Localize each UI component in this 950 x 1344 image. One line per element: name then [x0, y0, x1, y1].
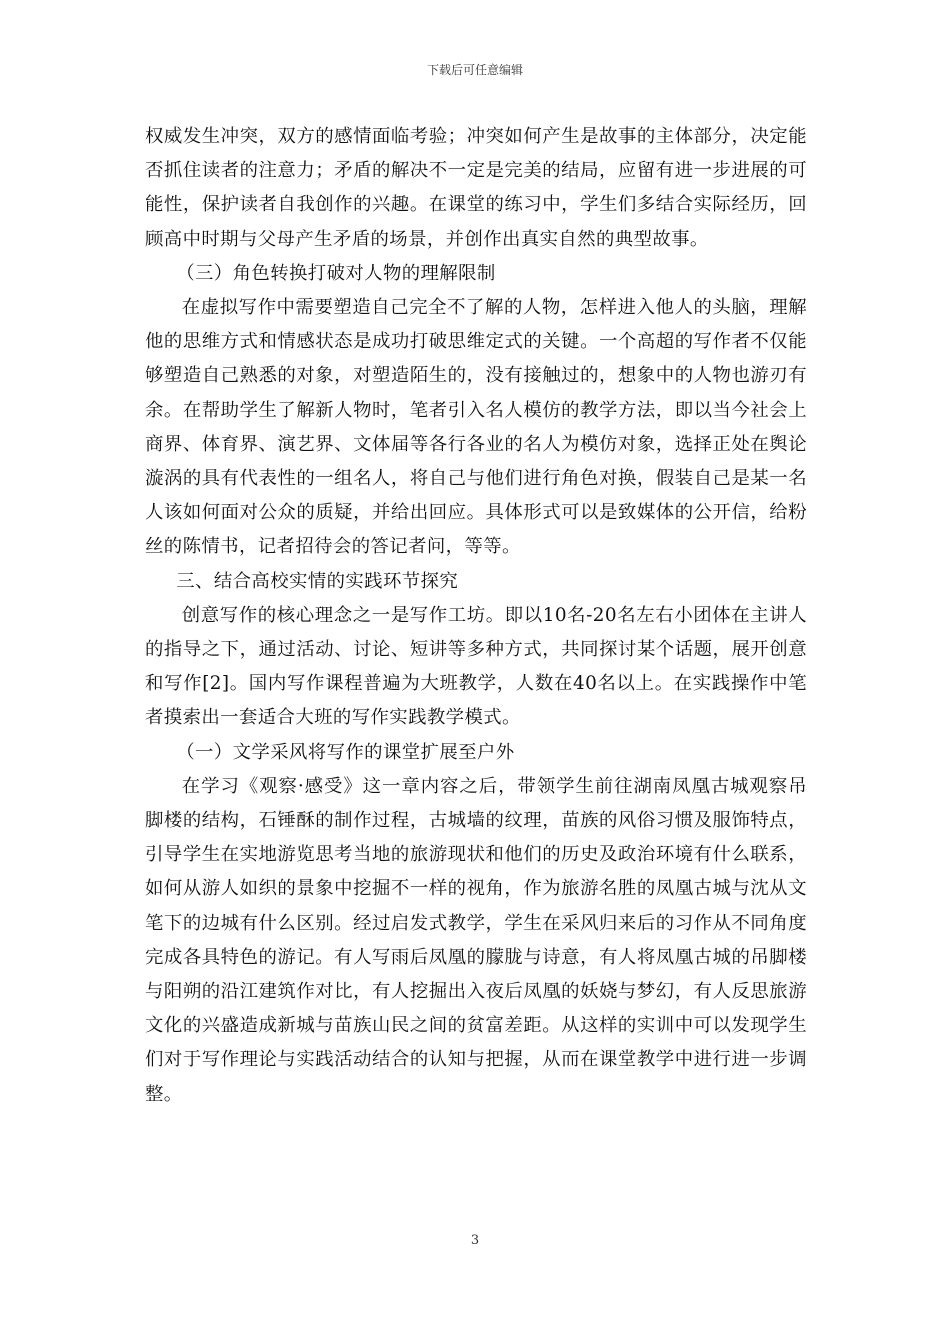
section-heading-role-switch: （三）角色转换打破对人物的理解限制 — [176, 262, 496, 284]
page-number: 3 — [470, 1233, 480, 1248]
paragraph-continuation: 权威发生冲突，双方的感情面临考验；冲突如何产生是故事的主体部分，决定能否抓住读者的注意力；矛盾的解决不一定是完美的结局，应留有进一步进展的可能性，保护读者自我创作的兴趣。在课堂的练习中，学生们多结合实际经历，回顾高中时期与父母产生矛盾的场景，并创作出真实自然的典型故事。 — [145, 126, 807, 250]
document-body — [145, 120, 807, 1112]
paragraph-workshop: 创意写作的核心理念之一是写作工坊。即以10名-20名左右小团体在主讲人的指导之下，通过活动、讨论、短讲等多种方式，共同探讨某个话题，展开创意和写作[2]。国内写作课程普遍为大班教学，人数在40名以上。在实践操作中笔者摸索出一套适合大班的写作实践教学模式。 — [145, 604, 807, 729]
page-header: 下载后可任意编辑 — [426, 63, 523, 77]
paragraph-field-trip: 在学习《观察·感受》这一章内容之后，带领学生前往湖南凤凰古城观察吊脚楼的结构，石锤酥的制作过程，古城墙的纹理，苗族的风俗习惯及服饰特点，引导学生在实地游览思考当地的旅游现状和他们的历史及政治环境有什么联系，如何从游人如织的景象中挖掘不一样的视角，作为旅游名胜的凤凰古城与沈从文笔下的边城有什么区别。经过启发式教学，学生在采风归来后的习作从不同角度完成各具特色的游记。有人写雨后凤凰的朦胧与诗意，有人将凤凰古城的吊脚楼与阳朔的沿江建筑作对比，有人挖掘出入夜后凤凰的妖娆与梦幻，有人反思旅游文化的兴盛造成新城与苗族山民之间的贫富差距。从这样的实训中可以发现学生们对于写作理论与实践活动结合的认知与把握，从而在课堂教学中进行进一步调整。 — [145, 775, 807, 1105]
paragraph-role-switch: 在虚拟写作中需要塑造自己完全不了解的人物，怎样进入他人的头脑，理解他的思维方式和情感状态是成功打破思维定式的关键。一个高超的写作者不仅能够塑造自己熟悉的对象，对塑造陌生的，没有接触过的，想象中的人物也游刃有余。在帮助学生了解新人物时，笔者引入名人模仿的教学方法，即以当今社会上商界、体育界、演艺界、文体届等各行各业的名人为模仿对象，选择正处在舆论漩涡的具有代表性的一组名人，将自己与他们进行角色对换，假装自己是某一名人该如何面对公众的质疑，并给出回应。具体形式可以是致媒体的公开信，给粉丝的陈情书，记者招待会的答记者问，等等。 — [145, 297, 807, 558]
section-heading-field-trip: （一）文学采风将写作的课堂扩展至户外 — [176, 741, 515, 763]
section-heading-practice: 三、结合高校实情的实践环节探究 — [176, 570, 459, 592]
